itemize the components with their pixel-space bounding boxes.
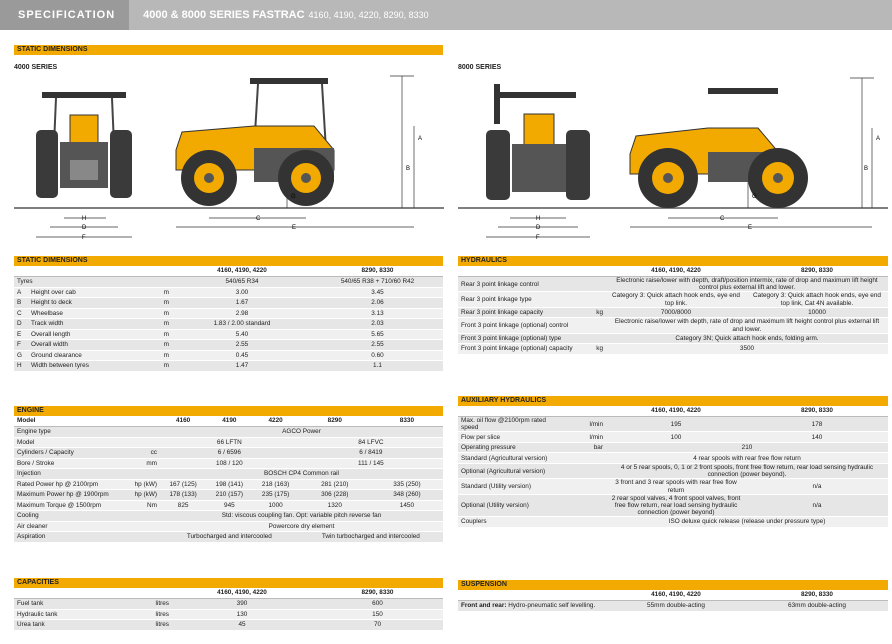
tractor-4000-drawing [14,70,444,248]
capacities-section [14,578,443,631]
dim-d-label-8000: D [536,225,541,231]
dim-f-label: F [82,235,86,241]
cell: 10000 [746,307,888,318]
row-label: Flow per slice [458,432,566,443]
col-header: 4160, 4190, 4220 [172,266,312,277]
row-label: Urea tank [14,620,138,631]
cell: 1320 [299,500,371,511]
row-label: Model [14,416,126,427]
row-label: Couplers [458,517,566,528]
col-header: 8290, 8330 [746,406,888,417]
cell: 2.06 [312,298,443,309]
row-label: Engine type [14,427,126,438]
cell: 3.13 [312,308,443,319]
cell: 167 (125) [160,479,206,490]
col-header: 8290, 8330 [746,590,888,601]
cell: 63mm double-acting [746,601,888,612]
hydraulics-table-title: HYDRAULICS [458,256,888,266]
cell: 1450 [371,500,443,511]
dim-d-label: D [82,225,87,231]
tractor-8000-drawing [458,70,888,248]
row-label: Standard (Agricultural version) [458,453,566,464]
model-list: 4160, 4190, 4220, 8290, 8330 [308,10,429,20]
cell: 2.03 [312,319,443,330]
cell: Twin turbocharged and intercooled [299,532,443,543]
cell: Category 3N; Quick attach hook ends, folding arm. [606,333,888,344]
cell: 5.65 [312,329,443,340]
row-label: Standard (Utility version) [458,479,566,494]
row-label: Injection [14,469,126,480]
row-letter: C [14,308,28,319]
capacities-table-title: CAPACITIES [14,578,443,588]
unit: m [138,308,172,319]
dim-a-label-8000: A [876,136,881,142]
cell: 130 [172,609,312,620]
cell: 111 / 145 [299,458,443,469]
series-8000-label: 8000 SERIES [458,64,502,71]
cell: n/a [746,494,888,517]
cell: 1000 [252,500,298,511]
row-label: Maximum Torque @ 1500rpm [14,500,126,511]
unit: Nm [126,500,160,511]
cell: 0.60 [312,350,443,361]
unit: litres [138,609,172,620]
unit: mm [126,458,160,469]
unit: hp (kW) [126,490,160,501]
col-header: 4160 [160,416,206,427]
series-4000-label: 4000 SERIES [14,64,58,71]
cell: 66 LFTN [160,437,299,448]
row-label: Front 3 point linkage (optional) control [458,318,586,333]
unit: m [138,298,172,309]
cell: 945 [206,500,252,511]
cell: Electronic raise/lower with depth, draft/position intermix, rate of drop and maximum lift height control plus external lift and lower. [606,277,888,292]
tractor-8000-rear-view [486,84,590,200]
cell: 335 (250) [371,479,443,490]
row-label: Model [14,437,126,448]
dim-h-label: H [82,216,87,222]
engine-section [14,406,443,543]
cell: 6 / 8419 [299,448,443,459]
unit: hp (kW) [126,479,160,490]
col-header: 4160, 4190, 4220 [606,266,746,277]
cell: 348 (260) [371,490,443,501]
hydraulics-table [458,266,888,355]
cell: 198 (141) [206,479,252,490]
cell: 1.47 [172,361,312,372]
dim-c-label: C [256,216,261,222]
row-letter: D [14,319,28,330]
unit: litres [138,599,172,610]
dim-e-label-8000: E [748,225,753,231]
row-letter: F [14,340,28,351]
cell: 84 LFVC [299,437,443,448]
cell: 7000/8000 [606,307,746,318]
row-label-text: Hydro-pneumatic self levelling. [508,602,596,610]
cell: 2.55 [312,340,443,351]
dim-b-label: B [406,166,411,172]
cell: 540/65 R38 + 710/60 R42 [312,277,443,288]
col-header: 8330 [371,416,443,427]
cell: 210 (157) [206,490,252,501]
cell: 210 [606,442,888,453]
row-letter: B [14,298,28,309]
dim-f-label-8000: F [536,235,540,241]
row-label: Air cleaner [14,521,126,532]
cell: 6 / 6596 [160,448,299,459]
row-label: Rated Power hp @ 2100rpm [14,479,126,490]
row-label: Height over cab [28,287,138,298]
cell: Powercore dry element [160,521,443,532]
cell: 281 (210) [299,479,371,490]
col-header: 8290, 8330 [312,588,443,599]
tractor-4000-side-view [176,78,334,206]
cell: 3 front and 3 rear spools with rear free flow return [606,479,746,494]
row-label: Cooling [14,511,126,522]
cell: 3.00 [172,287,312,298]
row-label: Bore / Stroke [14,458,126,469]
unit: bar [566,442,606,453]
spec-tag: SPECIFICATION [0,0,129,30]
engine-table [14,416,443,543]
row-letter: G [14,350,28,361]
hydraulics-section [458,256,888,355]
cell: 140 [746,432,888,443]
col-header: 4160, 4190, 4220 [606,590,746,601]
row-label: Aspiration [14,532,126,543]
row-label: Front 3 point linkage (optional) type [458,333,586,344]
unit: m [138,329,172,340]
cell: 178 (133) [160,490,206,501]
row-label: Operating pressure [458,442,566,453]
static-dimensions-bar: STATIC DIMENSIONS [14,45,443,55]
dim-b-label-8000: B [864,166,869,172]
row-label: Overall length [28,329,138,340]
cell: 2 rear spool valves, 4 front spool valves, front free flow return, rear load sensing hydraulic connection (power beyond) [606,494,746,517]
col-header: 4160, 4190, 4220 [606,406,746,417]
page-title: 4000 & 8000 SERIES FASTRAC [143,9,305,21]
row-label: Height to deck [28,298,138,309]
row-label: Optional (Utility version) [458,494,566,517]
cell: 4 rear spools with rear free flow return [606,453,888,464]
cell: Std: viscous coupling fan. Opt: variable pitch reverse fan [160,511,443,522]
row-label: Fuel tank [14,599,138,610]
unit: m [138,340,172,351]
dim-a-label: A [418,136,423,142]
row-label: Overall width [28,340,138,351]
row-label: Rear 3 point linkage capacity [458,307,586,318]
row-label: Ground clearance [28,350,138,361]
row-label: Max. oil flow @2100rpm rated speed [458,417,566,432]
dim-g-label-8000: G [752,194,757,200]
cell: 390 [172,599,312,610]
cell: 100 [606,432,746,443]
cell: 195 [606,417,746,432]
unit: kg [586,344,606,355]
cell: 235 (175) [252,490,298,501]
dim-e-label: E [292,225,297,231]
page-header [0,0,892,30]
engine-table-title: ENGINE [14,406,443,416]
unit: l/min [566,417,606,432]
col-header: 8290 [299,416,371,427]
aux-hydraulics-section [458,396,888,528]
unit: l/min [566,432,606,443]
suspension-section [458,580,888,612]
cell: 1.83 / 2.00 standard [172,319,312,330]
col-header: 4190 [206,416,252,427]
tractor-8000-side-view [630,88,808,208]
row-label [458,601,606,612]
unit: m [138,287,172,298]
dim-g-label: G [291,194,296,200]
unit: litres [138,620,172,631]
aux-hydraulics-table-title: AUXILIARY HYDRAULICS [458,396,888,406]
unit: m [138,361,172,372]
cell: 178 [746,417,888,432]
row-label: Rear 3 point linkage control [458,277,586,292]
row-label: Width between tyres [28,361,138,372]
row-label: Front 3 point linkage (optional) capacity [458,344,586,355]
row-letter: E [14,329,28,340]
cell: 1.1 [312,361,443,372]
dim-c-label-8000: C [720,216,725,222]
cell: 218 (163) [252,479,298,490]
col-header: 8290, 8330 [312,266,443,277]
cell: 2.98 [172,308,312,319]
suspension-table-title: SUSPENSION [458,580,888,590]
cell: Category 3: Quick attach hook ends, eye end top link. [606,292,746,307]
unit: m [138,319,172,330]
cell: 45 [172,620,312,631]
tractor-4000-rear-view [36,92,132,198]
cell: 306 (228) [299,490,371,501]
cell: 108 / 120 [160,458,299,469]
row-label: Hydraulic tank [14,609,138,620]
cell: Category 3: Quick attach hook ends, eye end top link, Cat 4N available. [746,292,888,307]
row-label-bold: Front and rear: [461,602,507,610]
row-label: Track width [28,319,138,330]
row-letter: H [14,361,28,372]
static-dimensions-section [14,256,443,372]
static-dimensions-table [14,266,443,372]
static-dimensions-table-title: STATIC DIMENSIONS [14,256,443,266]
cell: Electronic raise/lower with depth, rate of drop and maximum lift height control plus external lift and lower. [606,318,888,333]
aux-hydraulics-table [458,406,888,528]
col-header: 4160, 4190, 4220 [172,588,312,599]
col-header: 8290, 8330 [746,266,888,277]
cell: 2.55 [172,340,312,351]
cell: 600 [312,599,443,610]
col-header: 4220 [252,416,298,427]
cell: 3.45 [312,287,443,298]
cell: 1.67 [172,298,312,309]
cell: BOSCH CP4 Common rail [160,469,443,480]
row-label: Maximum Power hp @ 1900rpm [14,490,126,501]
cell: 55mm double-acting [606,601,746,612]
cell: Turbocharged and intercooled [160,532,299,543]
cell: 540/65 R34 [172,277,312,288]
cell: n/a [746,479,888,494]
cell: AGCO Power [160,427,443,438]
unit: cc [126,448,160,459]
unit: kg [586,307,606,318]
row-label: Wheelbase [28,308,138,319]
row-letter: A [14,287,28,298]
cell: ISO deluxe quick release (release under pressure type) [606,517,888,528]
cell: 0.45 [172,350,312,361]
cell: 3500 [606,344,888,355]
dim-h-label-8000: H [536,216,541,222]
cell: 70 [312,620,443,631]
capacities-table [14,588,443,631]
row-label: Cylinders / Capacity [14,448,126,459]
unit: m [138,350,172,361]
cell: 150 [312,609,443,620]
cell: 825 [160,500,206,511]
suspension-table [458,590,888,612]
row-label: Tyres [14,277,138,288]
cell: 4 or 5 rear spools, 0, 1 or 2 front spools, front free flow return, rear load sensing hydraulic connection (power beyond). [606,463,888,478]
cell: 5.40 [172,329,312,340]
row-label: Optional (Agricultural version) [458,463,566,478]
row-label: Rear 3 point linkage type [458,292,586,307]
